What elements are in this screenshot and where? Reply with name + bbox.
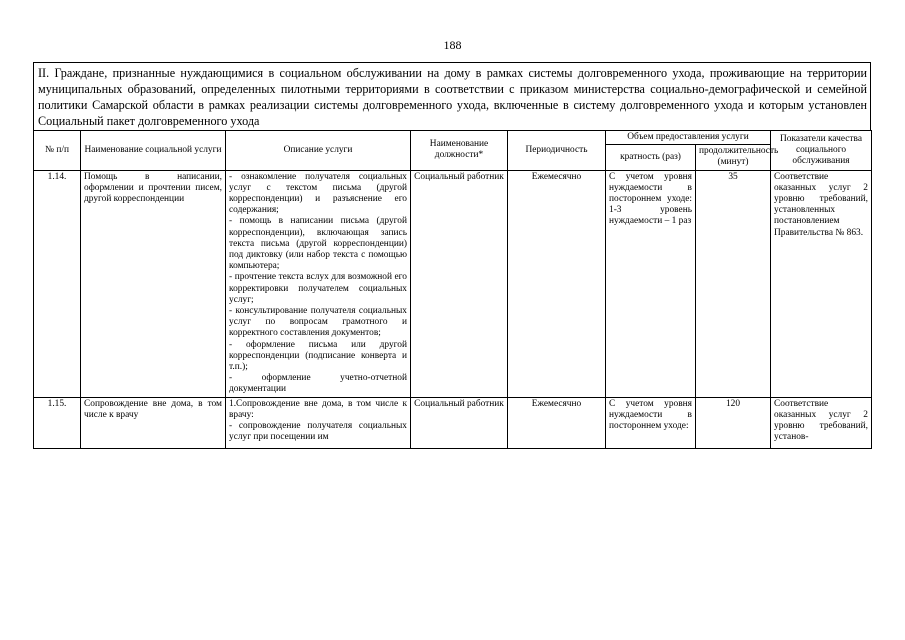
row-frequency <box>606 397 696 448</box>
services-table <box>33 130 872 449</box>
page-number: 188 <box>443 38 462 52</box>
table-row <box>34 397 872 448</box>
cell-content: Ежемесячно <box>531 398 582 409</box>
header-frequency: кратность (раз) <box>606 145 696 170</box>
row-num: 1.14. <box>34 170 81 397</box>
cell-content: 1.15. <box>47 398 67 409</box>
row-description <box>226 397 411 448</box>
row-num <box>34 397 81 448</box>
description-line: - консультирование получателя социальных услуг по вопросам грамотного и корректного составления документов; <box>229 306 407 339</box>
row-duration: 35 <box>696 170 771 397</box>
cell-content: Сопровождение вне дома, в том числе к врачу <box>84 398 222 420</box>
header-position: Наименование должности* <box>411 131 508 171</box>
table-row <box>34 170 872 397</box>
row-frequency: С учетом уровня нуждаемости в постороннем уходе: 1-3 уровень нуждаемости – 1 раз <box>606 170 696 397</box>
document-frame <box>33 62 871 449</box>
header-quality: Показатели качества социального обслуживания <box>771 131 872 171</box>
description-line: 1.Сопровождение вне дома, в том числе к врачу: <box>229 398 407 420</box>
header-periodicity: Периодичность <box>508 131 606 171</box>
description-line: - ознакомление получателя социальных услуг с текстом письма (другой корреспонденции) и разъяснение его содержания; <box>229 171 407 216</box>
cell-content: Социальный работник <box>414 398 504 409</box>
header-num: № п/п <box>34 131 81 171</box>
description-line: - оформление письма или другой корреспонденции (подписание конверта и т.п.); <box>229 339 407 373</box>
description-line: - прочтение текста вслух для возможной его корректировки получателем социальных услуг; <box>229 272 407 305</box>
row-duration <box>696 397 771 448</box>
cell-content: 120 <box>725 398 741 409</box>
header-duration: продолжительность (минут) <box>696 145 771 170</box>
row-periodicity: Ежемесячно <box>508 170 606 397</box>
header-row <box>34 131 872 145</box>
header-description: Описание услуги <box>226 131 411 171</box>
section-title: II. Граждане, признанные нуждающимися в социальном обслуживании на дому в рамках системы долговременного ухода, проживающие на территории муниципальных образований, определенных пилотными территориями в соответствии с приказом министерства социально-демографической и семейной политики Самарской области в рамках реализации системы долговременного ухода, включенные в систему долговременного ухода и которым установлен Социальный пакет долговременного ухода <box>33 62 871 130</box>
header-service-name: Наименование социальной услуги <box>81 131 226 171</box>
row-description <box>226 170 411 397</box>
row-quality <box>771 397 872 448</box>
header-volume-group: Объем предоставления услуги <box>606 131 771 145</box>
cell-content: Соответствие оказанных услуг 2 уровню требований, установ- <box>774 398 868 443</box>
row-position <box>411 397 508 448</box>
row-service-name: Помощь в написании, оформлении и прочтении писем, другой корреспонденции <box>81 170 226 397</box>
row-periodicity <box>508 397 606 448</box>
cell-content: С учетом уровня нуждаемости в постороннем уходе: <box>609 398 692 432</box>
row-position: Социальный работник <box>411 170 508 397</box>
description-line: - оформление учетно-отчетной документации <box>229 373 407 395</box>
description-line: - сопровождение получателя социальных услуг при посещении им <box>229 421 407 443</box>
row-quality: Соответствие оказанных услуг 2 уровню требований, установленных постановлением Правительства № 863. <box>771 170 872 397</box>
cell-content <box>229 399 407 447</box>
row-service-name <box>81 397 226 448</box>
description-line: - помощь в написании письма (другой корреспонденции), включающая запись текста письма (другой корреспонденции) под диктовку (или набор текста с помощью компьютера; <box>229 216 407 272</box>
